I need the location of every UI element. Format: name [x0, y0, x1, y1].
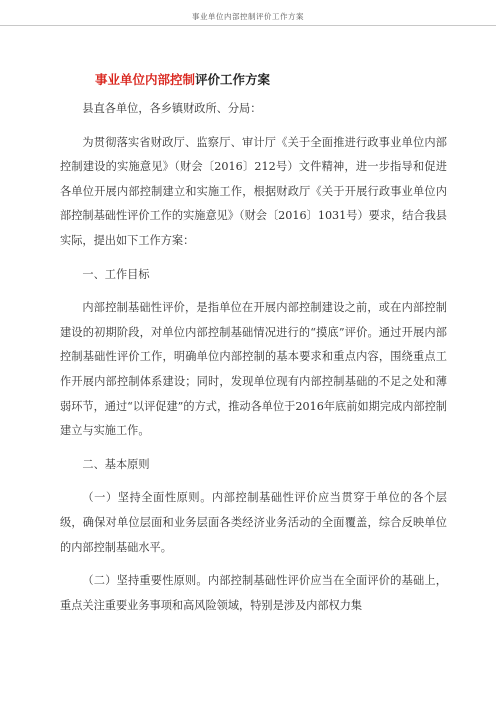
title-rest: 评价工作方案 [195, 72, 271, 87]
running-header: 事业单位内部控制评价工作方案 [192, 12, 304, 21]
document-title [95, 70, 270, 88]
principle-comprehensive: （一）坚持全面性原则。内部控制基础性评价应当贯穿于单位的各个层级，确保对单位层面和业务层面各类经济业务活动的全面覆盖，综合反映单位的内部控制基础水平。 [60, 491, 447, 554]
title-highlight: 事业单位内部控制 [95, 72, 196, 87]
principle-importance: （二）坚持重要性原则。内部控制基础性评价应当在全面评价的基础上，重点关注重要业务事项和高风险领域，特别是涉及内部权力集 [60, 574, 447, 612]
header-divider [0, 25, 496, 26]
section-heading-principles: 二、基本原则 [82, 457, 150, 471]
section-heading-goals: 一、工作目标 [82, 267, 150, 281]
document-body [60, 97, 447, 627]
goals-paragraph: 内部控制基础性评价，是指单位在开展内部控制建设之前，或在内部控制建设的初期阶段，对单位内部控制基础情况进行的“摸底”评价。通过开展内部控制基础性评价工作，明确单位内部控制的基本要求和重点内容，围绕重点工作开展内部控制体系建设；同时，发现单位现有内部控制基础的不足之处和薄弱环节，通过“以评促建”的方式，推动各单位于2016年底前如期完成内部控制建立与实施工作。 [60, 301, 447, 438]
salutation: 县直各单位，各乡镇财政所、分局： [82, 102, 262, 115]
intro-paragraph: 为贯彻落实省财政厅、监察厅、审计厅《关于全面推进行政事业单位内部控制建设的实施意见》（财会〔2016〕212号）文件精神，进一步指导和促进各单位开展内部控制建立和实施工作，根据财政厅《关于开展行政事业单位内部控制基础性评价工作的实施意见》（财会〔2016〕1031号）要求，结合我县实际，提出如下工作方案： [60, 135, 447, 247]
